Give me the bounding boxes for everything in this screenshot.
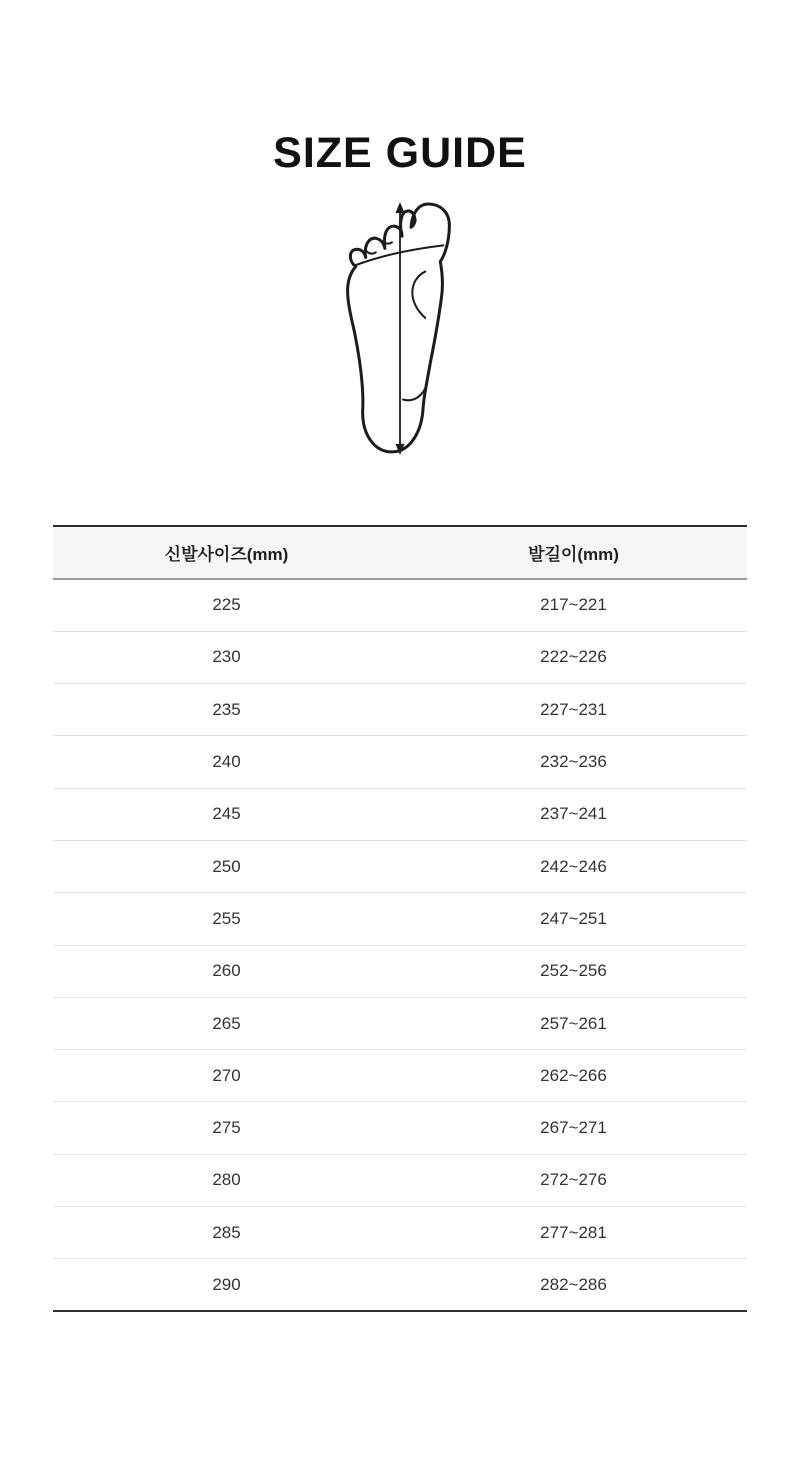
shoe-size-cell: 225 (53, 579, 400, 631)
foot-length-cell: 272~276 (400, 1154, 747, 1206)
table-row (53, 684, 747, 736)
table-row (53, 579, 747, 631)
shoe-size-cell: 245 (53, 788, 400, 840)
table-row (53, 736, 747, 788)
shoe-size-cell: 275 (53, 1102, 400, 1154)
shoe-size-cell: 265 (53, 997, 400, 1049)
foot-length-measure-icon (344, 199, 456, 463)
foot-length-cell: 227~231 (400, 684, 747, 736)
foot-length-cell: 267~271 (400, 1102, 747, 1154)
shoe-size-cell: 240 (53, 736, 400, 788)
foot-diagram (0, 199, 800, 463)
size-table-header (53, 526, 747, 579)
table-row (53, 1207, 747, 1259)
foot-length-cell: 282~286 (400, 1259, 747, 1311)
foot-length-cell: 262~266 (400, 1050, 747, 1102)
foot-length-cell: 257~261 (400, 997, 747, 1049)
table-row (53, 997, 747, 1049)
page-title: SIZE GUIDE (273, 129, 527, 177)
shoe-size-cell: 230 (53, 631, 400, 683)
table-row (53, 631, 747, 683)
shoe-size-cell: 270 (53, 1050, 400, 1102)
shoe-size-header: 신발사이즈(mm) (53, 526, 400, 579)
table-row (53, 1050, 747, 1102)
shoe-size-cell: 280 (53, 1154, 400, 1206)
size-table (53, 525, 747, 1312)
foot-length-cell: 242~246 (400, 840, 747, 892)
shoe-size-cell: 285 (53, 1207, 400, 1259)
shoe-size-cell: 235 (53, 684, 400, 736)
shoe-size-cell: 290 (53, 1259, 400, 1311)
shoe-size-cell: 260 (53, 945, 400, 997)
table-row (53, 840, 747, 892)
table-row (53, 1154, 747, 1206)
foot-length-header: 발길이(mm) (400, 526, 747, 579)
table-row (53, 1259, 747, 1311)
table-row (53, 945, 747, 997)
shoe-size-cell: 250 (53, 840, 400, 892)
size-table-body (53, 579, 747, 1311)
foot-length-cell: 252~256 (400, 945, 747, 997)
foot-length-cell: 277~281 (400, 1207, 747, 1259)
foot-length-cell: 247~251 (400, 893, 747, 945)
table-row (53, 893, 747, 945)
table-row (53, 788, 747, 840)
foot-length-cell: 222~226 (400, 631, 747, 683)
foot-length-cell: 232~236 (400, 736, 747, 788)
foot-length-cell: 217~221 (400, 579, 747, 631)
shoe-size-cell: 255 (53, 893, 400, 945)
header-row (53, 526, 747, 579)
foot-length-cell: 237~241 (400, 788, 747, 840)
table-row (53, 1102, 747, 1154)
